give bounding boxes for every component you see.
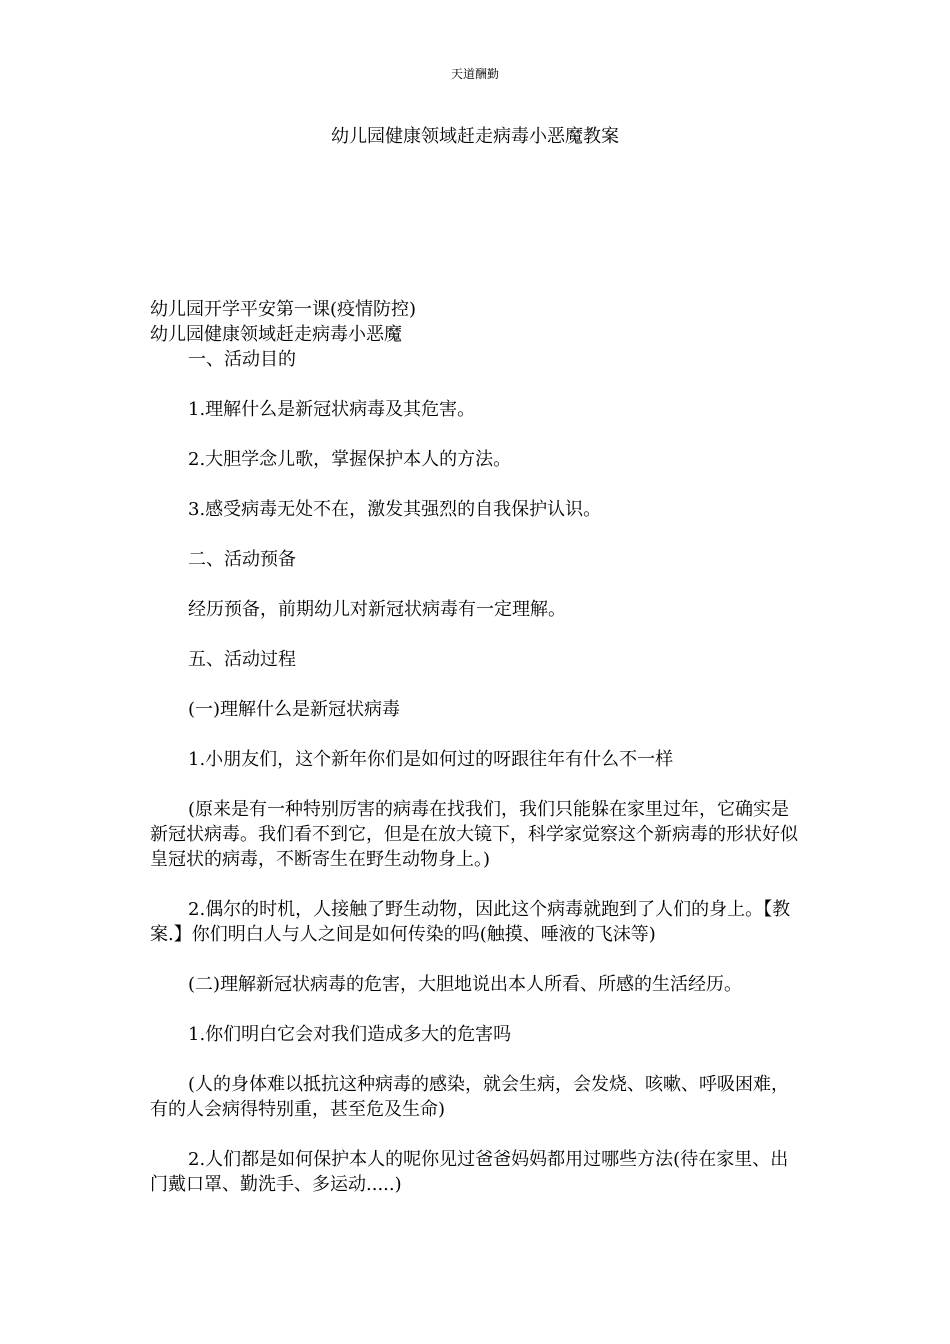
process-paragraph: (人的身体难以抵抗这种病毒的感染，就会生病，会发烧、咳嗽、呼吸困难，有的人会病得特别重，甚至危及生命) [150,1074,790,1120]
process-paragraph: 1.你们明白它会对我们造成多大的危害吗 [188,1024,512,1045]
process-paragraph: 2.偶尔的时机，人接触了野生动物，因此这个病毒就跑到了人们的身上。【教案.】你们明白人与人之间是如何传染的吗(触摸、唾液的飞沫等) [150,899,791,945]
section-heading-preparation: 二、活动预备 [188,549,296,570]
process-paragraph: 2.人们都是如何保护本人的呢你见过爸爸妈妈都用过哪些方法(待在家里、出门戴口罩、勤洗手、多运动.....) [150,1149,789,1195]
page-header: 天道酬勤 [450,67,499,81]
intro-line-1: 幼儿园开学平安第一课(疫情防控) [150,299,417,320]
document-body [150,297,800,1197]
process-paragraph: 1.小朋友们，这个新年你们是如何过的呀跟往年有什么不一样 [188,749,674,770]
intro-line-2: 幼儿园健康领域赶走病毒小恶魔 [150,324,402,345]
objective-item-1: 1.理解什么是新冠状病毒及其危害。 [188,399,476,420]
process-paragraph: (原来是有一种特别厉害的病毒在找我们，我们只能躲在家里过年，它确实是新冠状病毒。我们看不到它，但是在放大镜下，科学家觉察这个新病毒的形状好似皇冠状的病毒，不断寄生在野生动物身上。) [150,799,798,870]
section-heading-objectives: 一、活动目的 [188,349,296,370]
subsection-heading-2: (二)理解新冠状病毒的危害，大胆地说出本人所看、所感的生活经历。 [188,974,743,995]
section-heading-process: 五、活动过程 [188,649,296,670]
objective-item-3: 3.感受病毒无处不在，激发其强烈的自我保护认识。 [188,499,602,520]
subsection-heading-1: (一)理解什么是新冠状病毒 [188,699,401,720]
preparation-paragraph: 经历预备，前期幼儿对新冠状病毒有一定理解。 [188,599,566,620]
objective-item-2: 2.大胆学念儿歌，掌握保护本人的方法。 [188,449,512,470]
document-title: 幼儿园健康领域赶走病毒小恶魔教案 [331,126,619,147]
